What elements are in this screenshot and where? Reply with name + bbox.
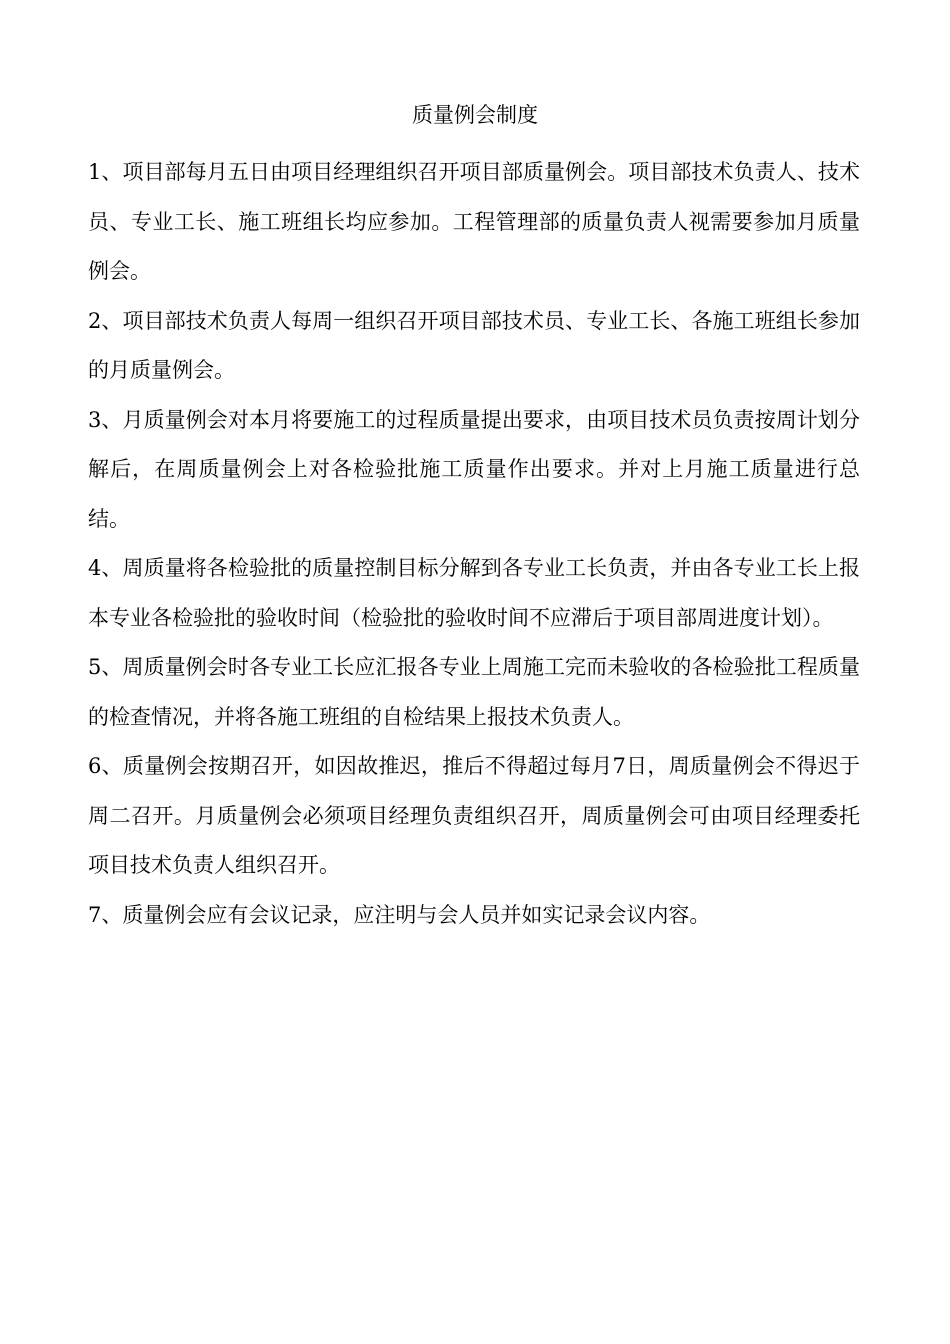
paragraph-5: 5、周质量例会时各专业工长应汇报各专业上周施工完而未验收的各检验批工程质量的检查情况，并将各施工班组的自检结果上报技术负责人。 <box>88 655 860 729</box>
paragraph-1: 1、项目部每月五日由项目经理组织召开项目部质量例会。项目部技术负责人、技术员、专业工长、施工班组长均应参加。工程管理部的质量负责人视需要参加月质量例会。 <box>88 160 860 283</box>
document-body <box>88 148 860 940</box>
paragraph-4: 4、周质量将各检验批的质量控制目标分解到各专业工长负责，并由各专业工长上报本专业各检验批的验收时间（检验批的验收时间不应滞后于项目部周进度计划）。 <box>88 556 860 630</box>
paragraph-7: 7、质量例会应有会议记录，应注明与会人员并如实记录会议内容。 <box>88 902 711 927</box>
paragraph-6: 6、质量例会按期召开，如因故推迟，推后不得超过每月7日，周质量例会不得迟于周二召开。月质量例会必须项目经理负责组织召开，周质量例会可由项目经理委托项目技术负责人组织召开。 <box>88 754 860 877</box>
paragraph-3: 3、月质量例会对本月将要施工的过程质量提出要求，由项目技术员负责按周计划分解后，在周质量例会上对各检验批施工质量作出要求。并对上月施工质量进行总结。 <box>88 407 860 531</box>
paragraph-2: 2、项目部技术负责人每周一组织召开项目部技术员、专业工长、各施工班组长参加的月质量例会。 <box>88 308 860 382</box>
page-title: 质量例会制度 <box>412 103 538 127</box>
